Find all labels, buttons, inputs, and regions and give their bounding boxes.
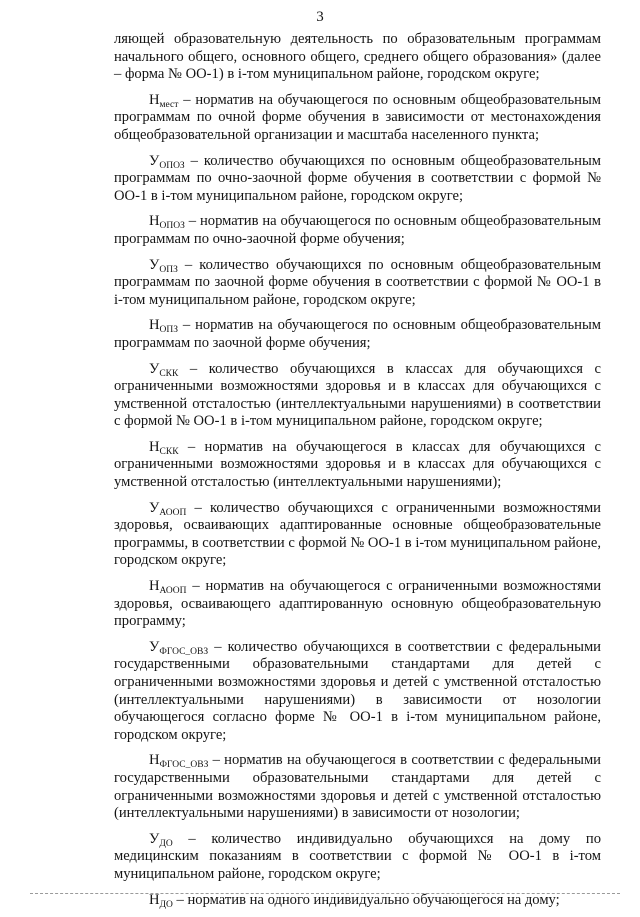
variable-symbol: $Н_{ОПОЗ}$	[149, 213, 185, 232]
variable-symbol: $Н_{АООП}$	[149, 578, 187, 597]
variable-symbol: $У_{ДО}$	[149, 830, 173, 849]
definition-u-fgos-ovz	[114, 639, 601, 745]
definition-text: – норматив на обучающегося по основным общеобразовательным программам по очно-заочной форме обучения;	[114, 213, 601, 247]
variable-symbol: $Н_{ОПЗ}$	[149, 317, 179, 336]
variable-symbol: $Н_{мест}$	[149, 91, 179, 110]
variable-symbol: $У_{ОПЗ}$	[149, 256, 178, 275]
definition-n-opz	[114, 317, 601, 352]
variable-symbol: $У_{ФГОС\_ОВЗ}$	[149, 638, 209, 657]
definition-text: – количество обучающихся по основным общеобразовательным программам по очно-заочной форме обучения в соответствии с формой № ОО-1 в i-том муниципальном районе, городском округе;	[114, 152, 601, 204]
variable-symbol: $У_{АООП}$	[149, 499, 187, 518]
variable-symbol: $Н_{ФГОС\_ОВЗ}$	[149, 752, 209, 771]
document-body	[114, 31, 601, 917]
definition-text: – количество обучающихся в классах для обучающихся с ограниченными возможностями здоровья и в классах для обучающихся с умственной отсталостью (интеллектуальными нарушениями) в соответствии с формой № ОО-1 в i-том муниципальном районе, городском округе;	[114, 360, 601, 430]
definition-text: – норматив на обучающегося по основным общеобразовательным программам по очной форме обучения в зависимости от местонахождения общеобразовательной организации и масштаба населенного пункта;	[114, 91, 601, 143]
definition-text: – норматив на обучающегося в соответствии с федеральными государственными образовательными стандартами для детей с ограниченными возможностями здоровья и детей с умственной отсталостью (интеллектуальными нарушениями) в зависимости от нозологии;	[114, 752, 601, 822]
definition-text: – количество обучающихся в соответствии с федеральными государственными образовательными стандартами для детей с ограниченными возможностями здоровья и детей с умственной отсталостью (интеллектуальными нарушениями) в зависимости от нозологии обучающегося согласно форме № ОО-1 в i-том муниципальном районе, городском округе;	[114, 638, 601, 743]
variable-symbol: $У_{ОПОЗ}$	[149, 152, 185, 171]
definition-n-aoop	[114, 578, 601, 631]
paragraph-text: ляющей образовательную деятельность по образовательным программам начального общего, основного общего, среднего общего образования» (далее – форма № ОО-1) в i-том муниципальном районе, городском округе;	[114, 31, 601, 83]
definition-n-mest	[114, 92, 601, 145]
definition-n-skk	[114, 439, 601, 492]
definition-n-opoz	[114, 213, 601, 248]
definition-text: – норматив на одного индивидуально обучающегося на дому;	[172, 891, 560, 908]
definition-u-opz	[114, 257, 601, 310]
definition-text: – количество индивидуально обучающихся на дому по медицинским показаниям в соответствии с формой № ОО-1 в i-том муниципальном районе, городском округе;	[114, 830, 601, 882]
page-bottom-divider	[30, 893, 620, 894]
definition-text: – норматив на обучающегося с ограниченными возможностями здоровья, осваивающего адаптированную основную общеобразовательную программу;	[114, 578, 601, 630]
definition-u-opoz	[114, 153, 601, 206]
definition-u-do	[114, 831, 601, 884]
definition-text: – норматив на обучающегося в классах для обучающихся с ограниченными возможностями здоровья и в классах для обучающихся с умственной отсталостью (интеллектуальными нарушениями);	[114, 438, 601, 491]
definition-u-aoop	[114, 500, 601, 570]
paragraph-continuation	[114, 31, 601, 84]
definition-text: – количество обучающихся по основным общеобразовательным программам по заочной форме обучения в соответствии с формой № ОО-1 в i-том муниципальном районе, городском округе;	[114, 256, 601, 308]
definition-u-skk	[114, 361, 601, 431]
definition-text: – норматив на обучающегося по основным общеобразовательным программам по заочной форме обучения;	[114, 317, 601, 351]
variable-symbol: $Н_{СКК}$	[149, 438, 179, 457]
definition-n-fgos-ovz	[114, 752, 601, 822]
variable-symbol: $У_{СКК}$	[149, 360, 179, 379]
variable-symbol: $Н_{ДО}$	[149, 891, 173, 910]
page-number: 3	[316, 9, 324, 25]
definition-n-do	[114, 892, 601, 910]
definition-text: – количество обучающихся с ограниченными возможностями здоровья, осваивающих адаптированные основные общеобразовательные программы, в соответствии с формой № ОО-1 в i-том муниципальном районе, городском округе;	[114, 499, 601, 569]
